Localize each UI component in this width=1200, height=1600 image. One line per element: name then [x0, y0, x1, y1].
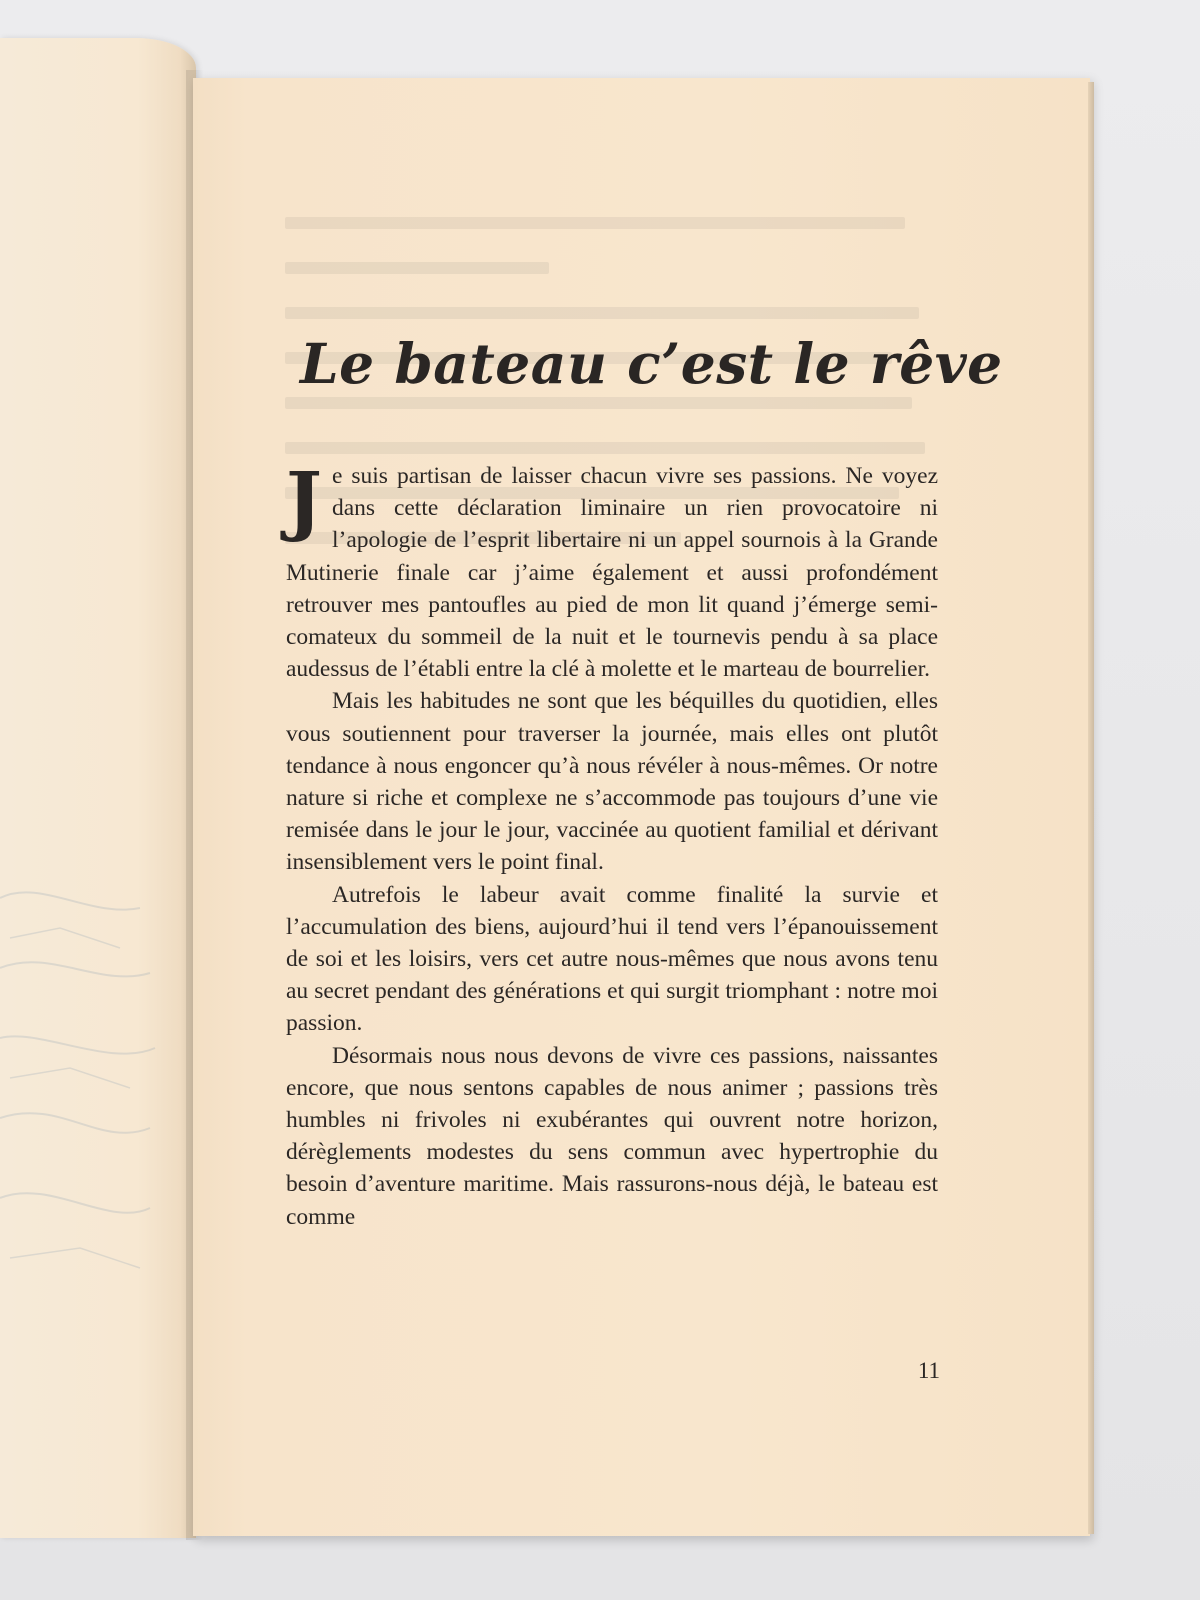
faint-illustration — [0, 878, 160, 1298]
drop-cap: J — [286, 455, 322, 544]
page-edge — [1088, 82, 1094, 1534]
chapter-title: Le bateau c’est le rêve — [300, 330, 1003, 396]
paragraph-4: Désormais nous nous devons de vivre ces passions, naissantes encore, que nous sentons capables de nous animer ; passions très humbles ni frivoles ni exubérantes qui ouvrent notre horizon, dérèglements modestes du sens commun avec hypertrophie du besoin d’aventure maritime. Mais rassurons-nous déjà, le bateau est comme — [286, 1042, 938, 1230]
paragraph-2: Mais les habitudes ne sont que les béquilles du quotidien, elles vous soutiennent pour traverser la journée, mais elles ont plutôt tendance à nous engoncer qu’à nous révéler à nous-mêmes. Or notre nature si riche et complexe ne s’accommode pas toujours d’une vie remisée dans le jour le jour, vaccinée au quotient familial et dérivant insensiblement vers le point final. — [286, 688, 938, 876]
paragraph-1-text: e suis partisan de laisser chacun vivre ses passions. Ne voyez dans cette déclaration liminaire un rien provocatoire ni l’apologie de l’esprit libertaire ni un appel sournois à la Grande Mutinerie finale car j’aime également et aussi profondément retrouver mes pantoufles au pied de mon lit quand j’émerge semi-comateux du sommeil de la nuit et le tournevis pendu à sa place audessus de l’établi entre la clé à molette et le marteau de bourrelier. — [286, 463, 938, 683]
paragraph-1 — [286, 455, 938, 685]
page-number: 11 — [917, 1358, 940, 1383]
chapter-body — [286, 455, 938, 1233]
paragraph-3: Autrefois le labeur avait comme finalité la survie et l’accumulation des biens, aujourd’hui il tend vers l’épanouissement de soi et les loisirs, vers cet autre nous-mêmes que nous avons tenu au secret pendant des générations et qui surgit triomphant : notre moi passion. — [286, 881, 938, 1037]
left-page — [0, 38, 196, 1538]
